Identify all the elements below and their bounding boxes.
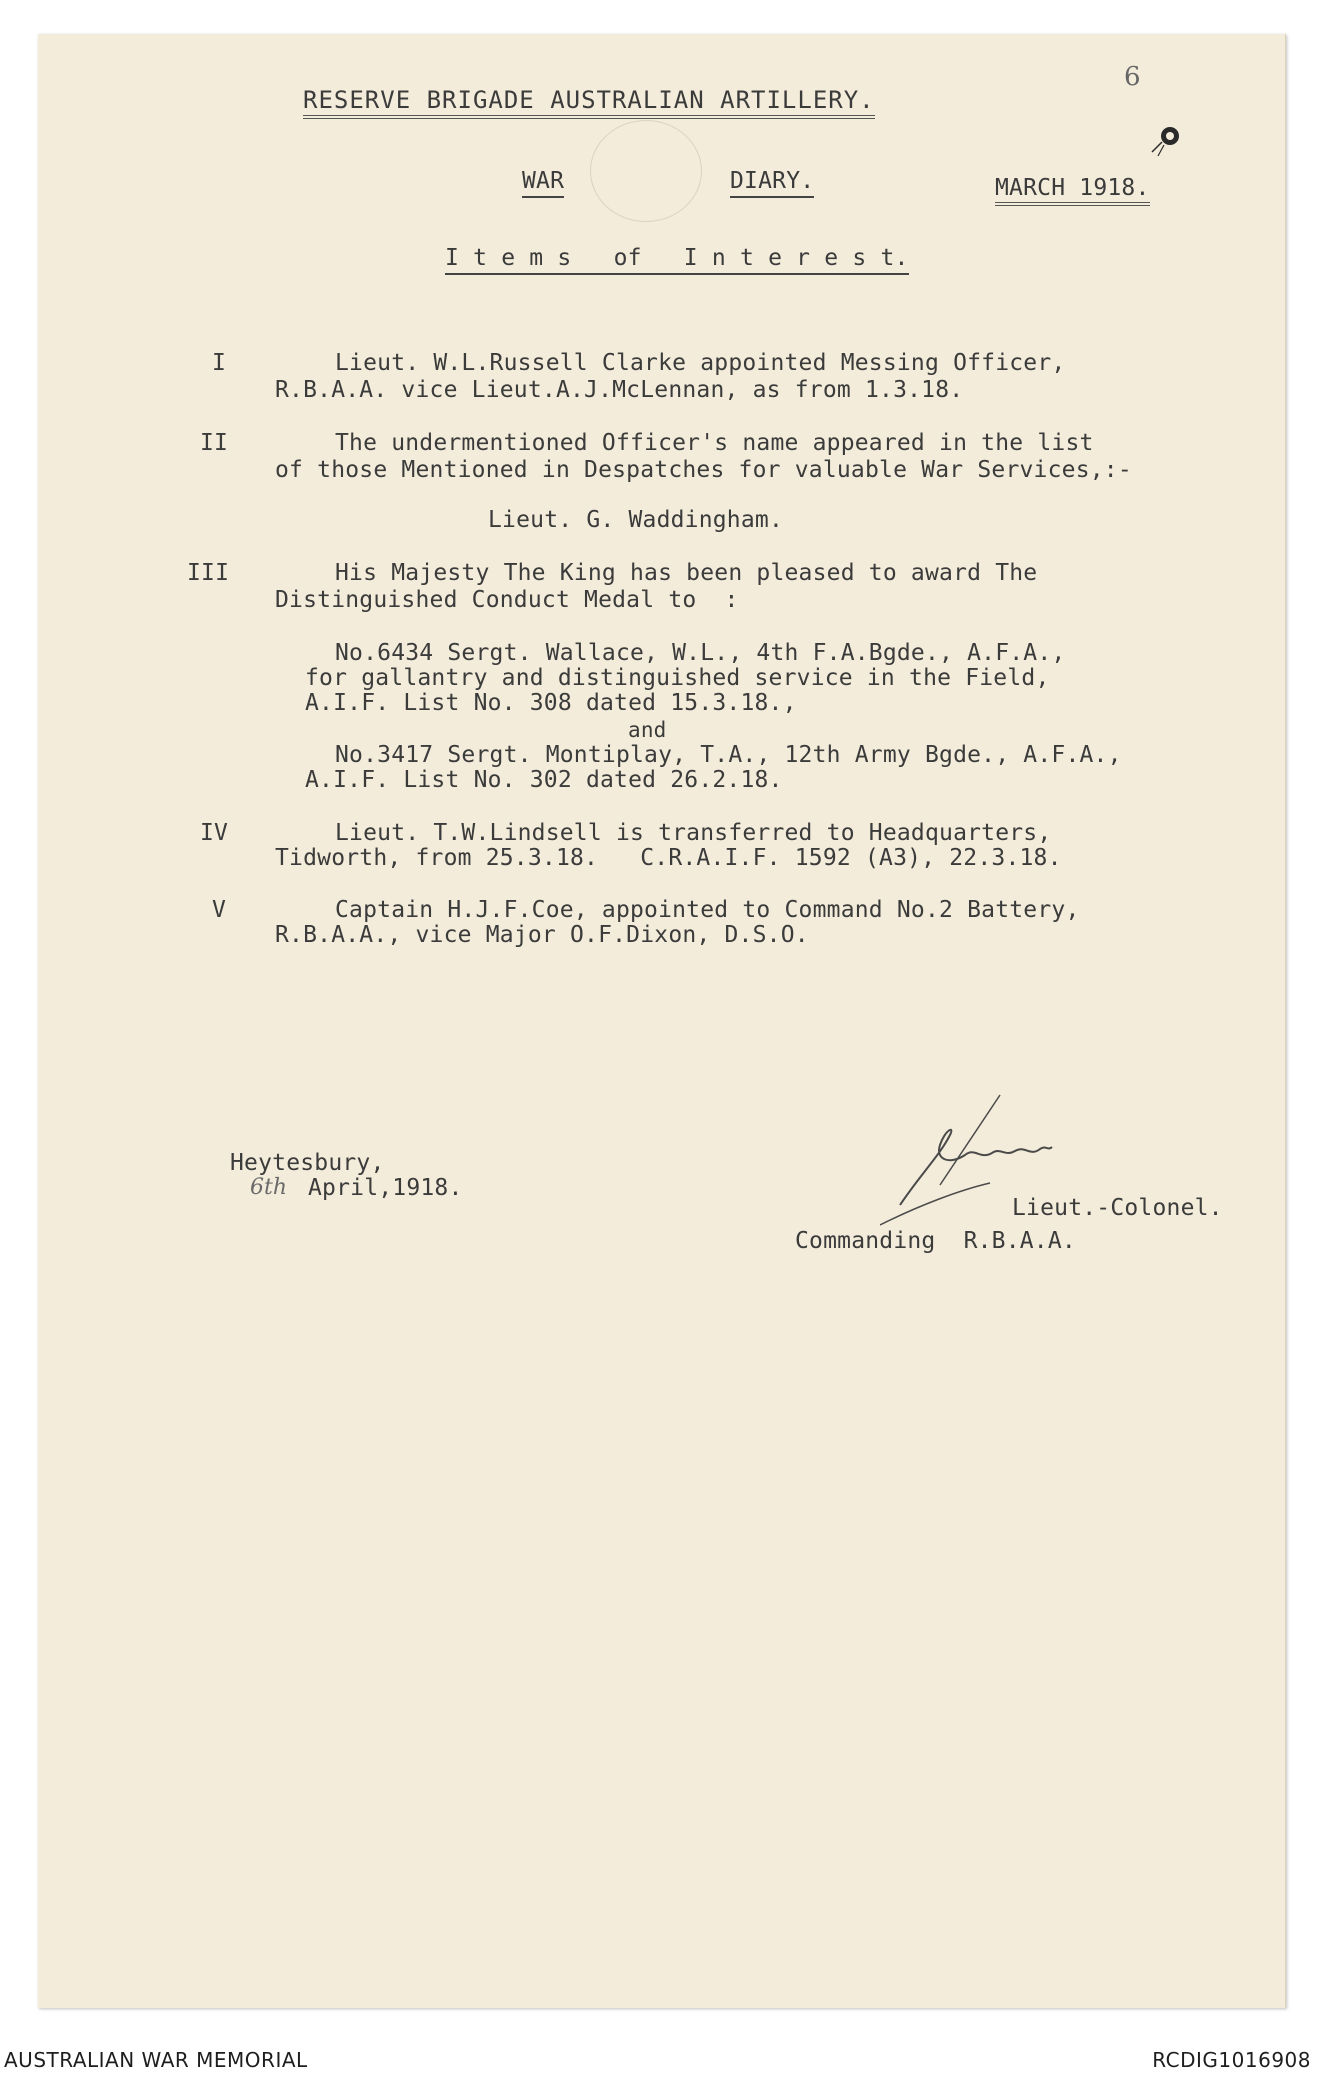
- award-line: A.I.F. List No. 302 dated 26.2.18.: [305, 767, 783, 793]
- month-label: MARCH 1918.: [995, 175, 1150, 206]
- item-numeral: III: [187, 560, 230, 586]
- war-label: WAR: [522, 168, 564, 198]
- brigade-title: RESERVE BRIGADE AUSTRALIAN ARTILLERY.: [303, 86, 875, 119]
- item-numeral: V: [212, 897, 227, 923]
- conjunction: and: [628, 718, 667, 742]
- item-numeral: II: [200, 430, 229, 456]
- ink-blot-icon: [1150, 118, 1190, 158]
- handwritten-day: 6th: [250, 1175, 288, 1200]
- item-text-line: Distinguished Conduct Medal to :: [275, 587, 739, 613]
- item-text-line: His Majesty The King has been pleased to award The: [335, 560, 1038, 586]
- rank-line: Lieut.-Colonel.: [1012, 1195, 1223, 1221]
- date-line: April,1918.: [308, 1175, 463, 1201]
- commanding-line: Commanding R.B.A.A.: [795, 1228, 1076, 1254]
- embossed-seal: [590, 120, 702, 222]
- officer-name: Lieut. G. Waddingham.: [488, 507, 783, 533]
- place-line: Heytesbury,: [230, 1150, 385, 1176]
- page-number: 6: [1124, 62, 1141, 92]
- item-text-line: R.B.A.A., vice Major O.F.Dixon, D.S.O.: [275, 922, 809, 948]
- item-text-line: Captain H.J.F.Coe, appointed to Command No.2 Battery,: [335, 897, 1080, 923]
- item-numeral: IV: [200, 820, 229, 846]
- item-text-line: The undermentioned Officer's name appeared in the list: [335, 430, 1094, 456]
- award-line: A.I.F. List No. 308 dated 15.3.18.,: [305, 690, 797, 716]
- item-text-line: Lieut. W.L.Russell Clarke appointed Messing Officer,: [335, 350, 1066, 376]
- section-subtitle: I t e m s of I n t e r e s t.: [445, 245, 909, 275]
- item-text-line: R.B.A.A. vice Lieut.A.J.McLennan, as from 1.3.18.: [275, 377, 964, 403]
- item-text-line: of those Mentioned in Despatches for valuable War Services,:-: [275, 457, 1132, 483]
- document-page: [38, 34, 1286, 2008]
- award-line: No.6434 Sergt. Wallace, W.L., 4th F.A.Bgde., A.F.A.,: [335, 640, 1066, 666]
- archive-label: AUSTRALIAN WAR MEMORIAL: [4, 2048, 308, 2072]
- item-text-line: Lieut. T.W.Lindsell is transferred to Headquarters,: [335, 820, 1052, 846]
- record-id: RCDIG1016908: [1152, 2048, 1311, 2072]
- diary-label: DIARY.: [730, 168, 814, 198]
- award-line: for gallantry and distinguished service in the Field,: [305, 665, 1050, 691]
- item-numeral: I: [212, 350, 227, 376]
- item-text-line: Tidworth, from 25.3.18. C.R.A.I.F. 1592 (A3), 22.3.18.: [275, 845, 1062, 871]
- award-line: No.3417 Sergt. Montiplay, T.A., 12th Army Bgde., A.F.A.,: [335, 742, 1122, 768]
